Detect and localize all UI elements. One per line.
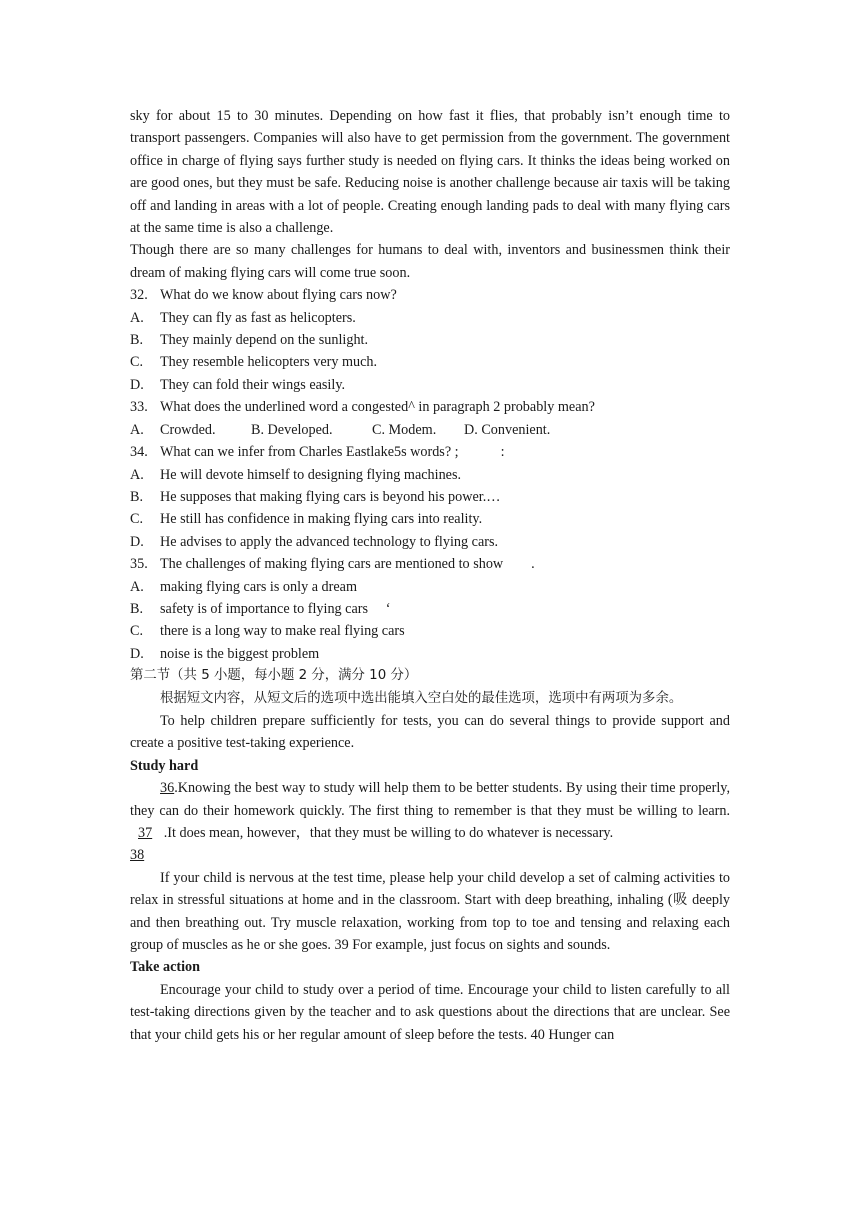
section-heading: Take action <box>130 959 201 976</box>
paragraph-36 <box>130 777 730 844</box>
question-number: 34. <box>130 444 148 461</box>
blank-36: 36 <box>160 780 175 797</box>
option-row <box>130 576 730 598</box>
document-page <box>130 105 730 1046</box>
option-letter: C. <box>130 511 144 528</box>
option-text: They resemble helicopters very much. <box>160 354 378 371</box>
option-letter: D. <box>130 645 144 662</box>
question-stem: What can we infer from Charles Eastlake5s words? ; <box>160 444 459 461</box>
question-33 <box>130 396 730 418</box>
blank-38-line <box>130 844 730 866</box>
option-row <box>130 329 730 351</box>
option-letter: A. <box>130 578 144 595</box>
option-letter: D. <box>130 376 144 393</box>
option-text: They can fold their wings easily. <box>160 376 346 393</box>
question-34 <box>130 441 730 463</box>
question-35 <box>130 553 730 575</box>
question-stem-tail: . <box>531 556 535 573</box>
option-row <box>130 374 730 396</box>
option-row <box>130 508 730 530</box>
option-letter: A. <box>130 421 144 438</box>
option-text: He advises to apply the advanced technology to flying cars. <box>160 533 499 550</box>
blank-38: 38 <box>130 847 145 864</box>
option-text: there is a long way to make real flying cars <box>160 623 405 640</box>
section-instruction: 根据短文内容，从短文后的选项中选出能填入空白处的最佳选项，选项中有两项为多余。 <box>160 690 683 706</box>
paragraph-text: .It does mean, however，that they must be willing to do whatever is necessary. <box>160 825 614 841</box>
option-row <box>130 486 730 508</box>
option-text: C. Modem. <box>372 421 437 438</box>
question-stem: What does the underlined word a congested^ in paragraph 2 probably mean? <box>160 399 595 416</box>
question-stem: What do we know about flying cars now? <box>160 287 397 304</box>
question-number: 35. <box>130 556 148 573</box>
option-row <box>130 351 730 373</box>
option-text: Crowded. <box>160 421 216 438</box>
question-number: 33. <box>130 399 148 416</box>
option-letter: B. <box>130 488 144 505</box>
option-text: They mainly depend on the sunlight. <box>160 332 369 349</box>
blank-37: 37 <box>138 825 153 841</box>
paragraph-38: If your child is nervous at the test time, please help your child develop a set of calming activities to relax in stressful situations at home and in the classroom. Start with deep breathing, inhaling (吸 deeply and then breathing out. Try muscle relaxation, working from top to toe and tensing and relaxing each group of muscles as he or she goes. 39 For example, just focus on sights and sounds. <box>130 869 730 954</box>
option-row <box>130 307 730 329</box>
question-stem: The challenges of making flying cars are mentioned to show <box>160 556 504 573</box>
option-row <box>130 598 730 620</box>
option-row-inline <box>130 419 730 441</box>
option-text: They can fly as fast as helicopters. <box>160 309 356 326</box>
option-text: D. Convenient. <box>464 421 551 438</box>
option-letter: B. <box>130 332 144 349</box>
question-stem-tail: : <box>500 444 505 461</box>
option-letter: A. <box>130 466 144 483</box>
option-letter: D. <box>130 533 144 550</box>
option-text: safety is of importance to flying cars ‘ <box>160 600 391 617</box>
passage-paragraph: Though there are so many challenges for humans to deal with, inventors and businessmen think their dream of making flying cars will come true soon. <box>130 242 730 281</box>
option-letter: C. <box>130 354 144 371</box>
option-row <box>130 643 730 665</box>
question-32 <box>130 284 730 306</box>
paragraph-40: Encourage your child to study over a period of time. Encourage your child to listen carefully to all test-taking directions given by the teacher and to ask questions about the directions that are unclear. See that your child gets his or her regular amount of sleep before the tests. 40 Hunger can <box>130 981 730 1043</box>
option-text: B. Developed. <box>251 421 333 438</box>
option-letter: B. <box>130 600 144 617</box>
option-text: He still has confidence in making flying cars into reality. <box>160 511 483 528</box>
question-number: 32. <box>130 287 148 304</box>
option-row <box>130 620 730 642</box>
section-title: 第二节（共 5 小题，每小题 2 分，满分 10 分） <box>130 668 418 684</box>
intro-paragraph: To help children prepare sufficiently for tests, you can do several things to provide support and create a positive test-taking experience. <box>130 712 730 752</box>
paragraph-text: .Knowing the best way to study will help them to be better students. By using their time properly, they can do their homework quickly. The first thing to remember is that they must be willing to learn. <box>130 780 730 819</box>
option-text: noise is the biggest problem <box>160 645 320 662</box>
option-text: He supposes that making flying cars is beyond his power.… <box>160 488 501 505</box>
option-row <box>130 531 730 553</box>
option-row <box>130 464 730 486</box>
option-letter: A. <box>130 309 144 326</box>
passage-paragraph: sky for about 15 to 30 minutes. Depending on how fast it flies, that probably isn’t enough time to transport passengers. Companies will also have to get permission from the government. The government office in charge of flying says further study is needed on flying cars. It thinks the ideas being worked on are good ones, but they must be safe. Reducing noise is another challenge because air taxis will be taking off and landing in areas with a lot of people. Creating enough landing pads to deal with many flying cars at the same time is also a challenge. <box>130 108 730 237</box>
section-heading: Study hard <box>130 757 199 774</box>
option-text: He will devote himself to designing flying machines. <box>160 466 462 483</box>
option-letter: C. <box>130 623 144 640</box>
option-text: making flying cars is only a dream <box>160 578 357 595</box>
